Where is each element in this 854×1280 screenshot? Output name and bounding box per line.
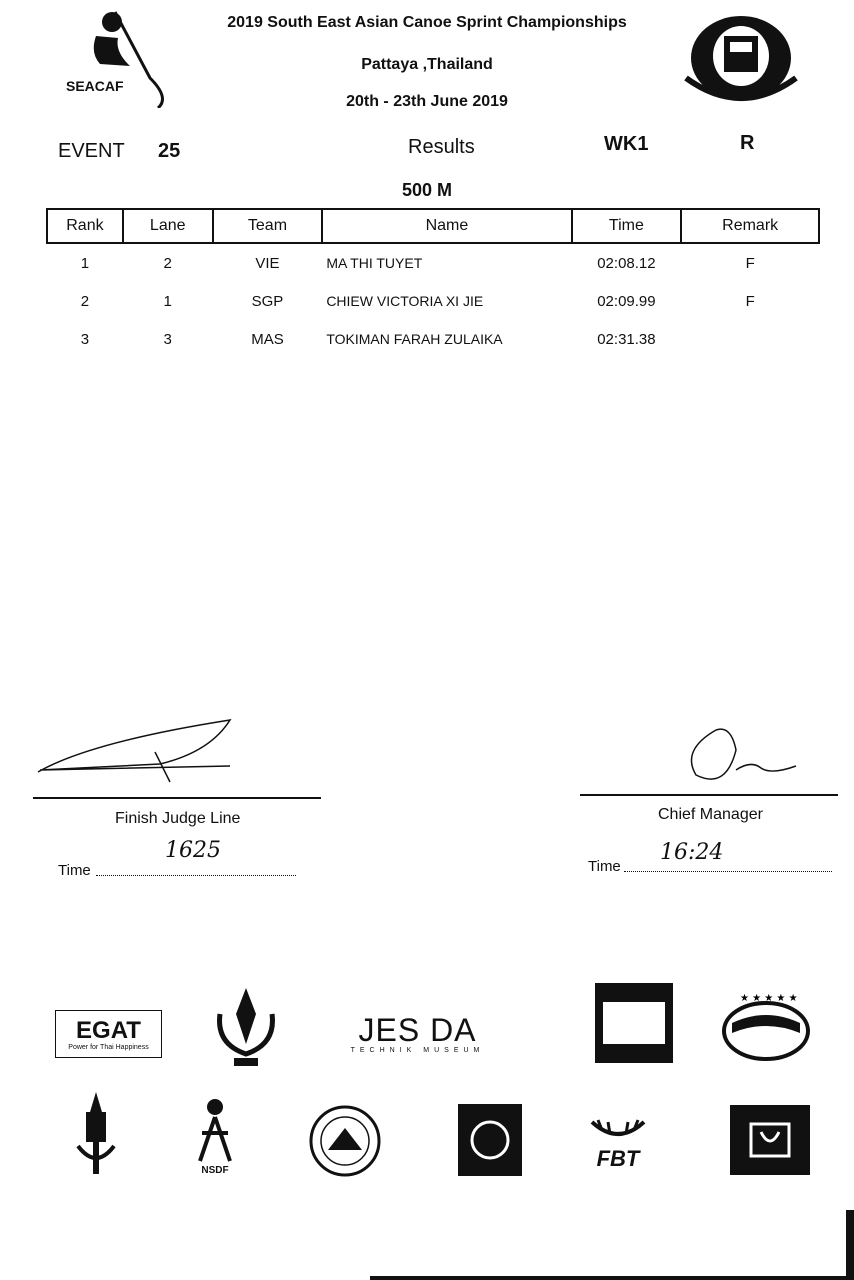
lane-cell: 2 (163, 254, 172, 272)
farm-emblem-icon (720, 993, 812, 1065)
seacaf-label: SEACAF (66, 78, 124, 94)
savings-bank-logo (458, 1104, 522, 1176)
rank-cell: 1 (80, 254, 90, 272)
time-cell: 02:09.99 (597, 292, 656, 310)
fbt-logo (585, 1112, 651, 1176)
results-heading: Results (408, 136, 475, 158)
lane-cell: 3 (163, 330, 172, 348)
location: Pattaya ,Thailand (361, 56, 493, 73)
chief-manager-time-dots (624, 870, 832, 872)
rank-cell: 2 (80, 292, 90, 310)
col-name: Name (322, 209, 571, 243)
event-label: EVENT (58, 140, 125, 162)
nsdf-logo (182, 1090, 248, 1182)
name-cell: TOKIMAN FARAH ZULAIKA (326, 331, 503, 347)
finish-judge-role: Finish Judge Line (115, 810, 241, 827)
chief-manager-time-label: Time (588, 858, 621, 875)
finish-judge-time-dots (96, 874, 296, 876)
team-cell: VIE (255, 254, 280, 272)
table-row (47, 243, 819, 282)
chief-manager-time-value: 16:24 (660, 840, 724, 865)
event-distance: 500 M (401, 180, 453, 200)
farm-sponsor-logo (720, 993, 812, 1065)
team-cell: SGP (251, 292, 284, 310)
table-row (47, 282, 819, 320)
page-edge-shadow (846, 1210, 854, 1280)
remark-cell: F (745, 254, 755, 272)
jesada-wordmark: JES DA (358, 1011, 477, 1048)
rank-cell: 3 (80, 330, 90, 348)
chief-manager-role: Chief Manager (658, 806, 763, 823)
page-bottom-edge (370, 1276, 854, 1280)
chief-manager-signature (676, 720, 806, 790)
torch-runner-icon (190, 1097, 240, 1165)
bank-seal-icon (468, 1118, 512, 1162)
crest-icon (676, 8, 806, 108)
round-seal-icon (308, 1104, 382, 1178)
name-cell: MA THI TUYET (326, 255, 423, 271)
thai-sports-authority-logo (212, 984, 280, 1072)
time-cell: 02:08.12 (597, 254, 656, 272)
event-number: 25 (158, 140, 181, 162)
table-row (47, 320, 819, 358)
col-team: Team (213, 209, 323, 243)
nsdf-wordmark: NSDF (201, 1164, 229, 1176)
laurel-icon (588, 1116, 648, 1146)
championship-title: 2019 South East Asian Canoe Sprint Championships (227, 14, 627, 31)
finish-judge-time-value: 1625 (165, 838, 221, 863)
finish-judge-signature-line (33, 797, 321, 799)
time-cell: 02:31.38 (597, 330, 656, 348)
team-cell: MAS (251, 330, 284, 348)
event-code: WK1 (604, 133, 649, 155)
col-lane: Lane (123, 209, 213, 243)
navy-emblem-logo (72, 1090, 120, 1180)
crest-logo (676, 8, 806, 108)
finish-judge-signature (30, 712, 250, 792)
remark-cell (681, 320, 819, 358)
col-rank: Rank (47, 209, 123, 243)
name-cell: CHIEW VICTORIA XI JIE (326, 293, 484, 309)
jesada-museum-logo (345, 1010, 490, 1056)
remark-cell: F (745, 292, 755, 310)
results-table (46, 208, 820, 358)
jesada-subtitle: TECHNIK MUSEUM (350, 1046, 485, 1054)
insurance-sponsor-logo (595, 983, 673, 1063)
col-time: Time (572, 209, 682, 243)
table-header-row (47, 209, 819, 243)
svg-text:★ ★ ★ ★ ★: ★ ★ ★ ★ ★ (740, 993, 798, 1004)
col-remark: Remark (681, 209, 819, 243)
egat-logo (55, 1010, 162, 1058)
anchor-crown-icon (72, 1090, 120, 1180)
bank-emblem-icon (747, 1120, 793, 1160)
garuda-emblem-icon (212, 984, 280, 1072)
finish-judge-time-label: Time (58, 862, 91, 879)
fbt-wordmark: FBT (596, 1146, 640, 1171)
thai-bank-logo (730, 1105, 810, 1175)
egat-tagline: Power for Thai Happiness (68, 1043, 149, 1051)
university-seal-logo (308, 1104, 382, 1178)
event-round: R (740, 132, 755, 154)
dates: 20th - 23th June 2019 (346, 93, 508, 110)
chief-manager-signature-line (580, 794, 838, 796)
lane-cell: 1 (163, 292, 172, 310)
insurance-logo-panel (603, 1002, 665, 1044)
egat-wordmark: EGAT (76, 1016, 141, 1044)
